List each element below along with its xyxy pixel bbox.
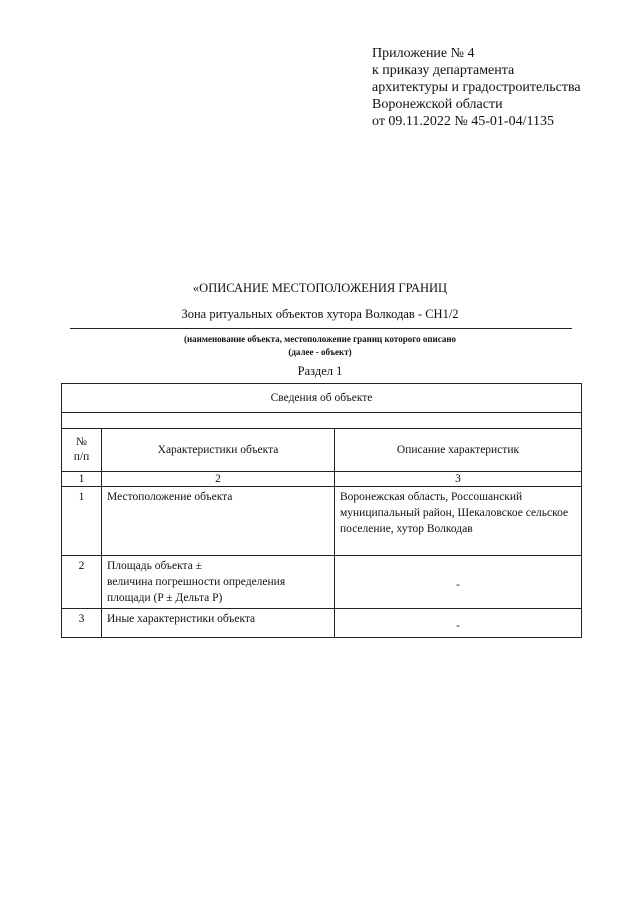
table-spacer-cell — [62, 413, 582, 429]
row-characteristic: Местоположение объекта — [102, 487, 335, 556]
object-name: Зона ритуальных объектов хутора Волкодав - СН1/2 — [181, 307, 459, 321]
row-num: 3 — [62, 609, 102, 638]
row-description: - — [335, 556, 582, 609]
col-header-num: № п/п — [62, 429, 102, 472]
object-name-caption — [0, 333, 640, 359]
appendix-line: Приложение № 4 — [372, 46, 475, 61]
appendix-line: от 09.11.2022 № 45-01-04/1135 — [372, 114, 554, 129]
table-row — [62, 609, 582, 638]
document-title: «ОПИСАНИЕ МЕСТОПОЛОЖЕНИЯ ГРАНИЦ — [192, 281, 448, 295]
object-info-table — [61, 383, 582, 638]
appendix-line: архитектуры и градостроительства — [372, 80, 581, 95]
table-row — [62, 556, 582, 609]
row-description: - — [335, 609, 582, 638]
col-number: 3 — [335, 472, 582, 487]
col-header-description: Описание характеристик — [335, 429, 582, 472]
appendix-line: Воронежской области — [372, 97, 503, 112]
section-label: Раздел 1 — [297, 364, 343, 378]
caption-line: (далее - объект) — [288, 347, 352, 357]
col-number: 1 — [62, 472, 102, 487]
col-header-characteristic: Характеристики объекта — [102, 429, 335, 472]
row-characteristic: Иные характеристики объекта — [102, 609, 335, 638]
table-spacer-row — [62, 413, 582, 429]
table-header-row — [62, 384, 582, 413]
col-number: 2 — [102, 472, 335, 487]
column-number-row — [62, 472, 582, 487]
table-header: Сведения об объекте — [62, 384, 582, 413]
row-num: 2 — [62, 556, 102, 609]
appendix-line: к приказу департамента — [372, 63, 515, 78]
caption-line: (наименование объекта, местоположение границ которого описано — [183, 334, 457, 344]
table-row — [62, 487, 582, 556]
column-header-row — [62, 429, 582, 472]
row-characteristic: Площадь объекта ± величина погрешности определения площади (P ± Дельта P) — [102, 556, 335, 609]
appendix-block — [372, 45, 634, 130]
row-num: 1 — [62, 487, 102, 556]
row-description: Воронежская область, Россошанский муниципальный район, Шекаловское сельское поселение, хутор Волкодав — [335, 487, 582, 556]
object-name-underline — [70, 328, 572, 329]
